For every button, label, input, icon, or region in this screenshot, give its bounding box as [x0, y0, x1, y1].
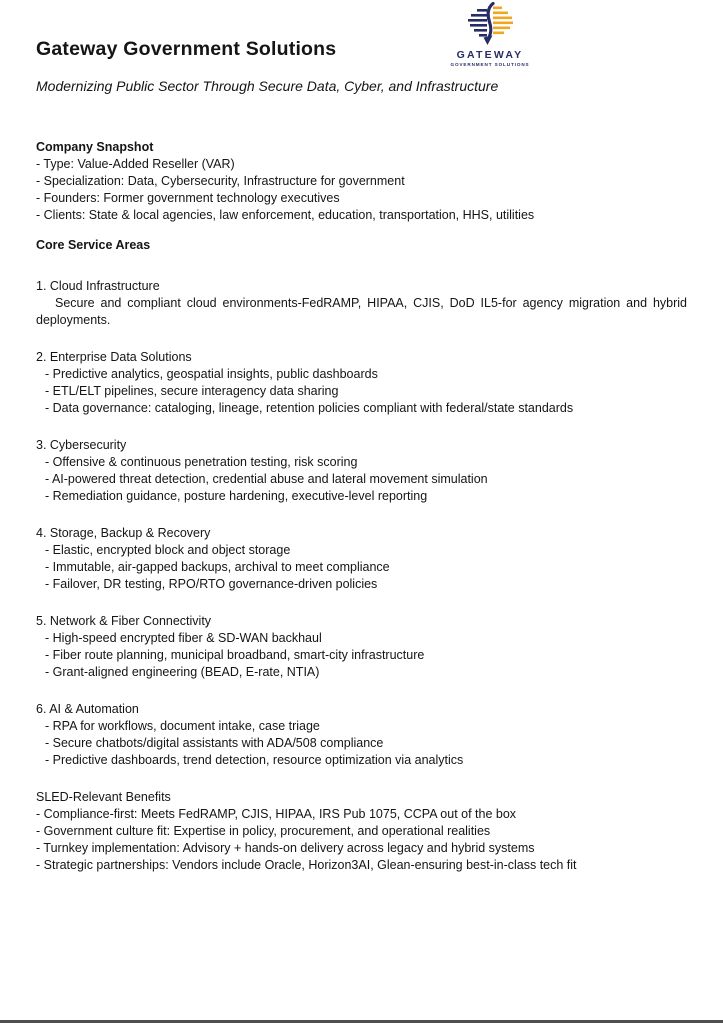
window-bottom-edge: [0, 1020, 723, 1023]
logo-icon: [447, 2, 533, 48]
service-bullet: - RPA for workflows, document intake, case triage: [45, 719, 320, 733]
service-section-title: 4. Storage, Backup & Recovery: [36, 526, 211, 540]
service-bullet: - ETL/ELT pipelines, secure interagency data sharing: [45, 384, 339, 398]
tagline: Modernizing Public Sector Through Secure Data, Cyber, and Infrastructure: [36, 78, 499, 94]
service-bullet: - AI-powered threat detection, credential abuse and lateral movement simulation: [45, 472, 488, 486]
service-bullet: - Failover, DR testing, RPO/RTO governance-driven policies: [45, 577, 378, 591]
service-bullet: - Predictive dashboards, trend detection, resource optimization via analytics: [45, 753, 464, 767]
service-paragraph-line: Secure and compliant cloud environments-FedRAMP, HIPAA, CJIS, DoD IL5-for agency migration and hybrid: [55, 296, 687, 310]
section-heading-benefits: SLED-Relevant Benefits: [36, 790, 171, 804]
benefit-item: - Turnkey implementation: Advisory + hands-on delivery across legacy and hybrid systems: [36, 841, 535, 855]
service-bullet: - Offensive & continuous penetration testing, risk scoring: [45, 455, 358, 469]
section-heading-company-snapshot: Company Snapshot: [36, 140, 154, 154]
service-bullet: - Fiber route planning, municipal broadband, smart-city infrastructure: [45, 648, 425, 662]
snapshot-item: - Clients: State & local agencies, law enforcement, education, transportation, HHS, utilities: [36, 208, 535, 222]
service-bullet: - High-speed encrypted fiber & SD-WAN backhaul: [45, 631, 322, 645]
service-section: [36, 701, 687, 769]
benefit-item: - Compliance-first: Meets FedRAMP, CJIS, HIPAA, IRS Pub 1075, CCPA out of the box: [36, 807, 517, 821]
service-bullet: - Remediation guidance, posture hardening, executive-level reporting: [45, 489, 428, 503]
service-section: [36, 613, 687, 681]
snapshot-item: - Founders: Former government technology executives: [36, 191, 340, 205]
service-section-title: 2. Enterprise Data Solutions: [36, 350, 192, 364]
service-section-title: 3. Cybersecurity: [36, 438, 127, 452]
logo-wordmark: GATEWAY: [456, 49, 524, 61]
service-bullet: - Grant-aligned engineering (BEAD, E-rate, NTIA): [45, 665, 320, 679]
service-bullet: - Immutable, air-gapped backups, archival to meet compliance: [45, 560, 390, 574]
service-section-title: 1. Cloud Infrastructure: [36, 279, 160, 293]
snapshot-item: - Type: Value-Added Reseller (VAR): [36, 157, 235, 171]
benefit-item: - Strategic partnerships: Vendors include Oracle, Horizon3AI, Glean-ensuring best-in-class tech fit: [36, 858, 577, 872]
section-heading-core-services: Core Service Areas: [36, 238, 151, 252]
service-section: [36, 437, 687, 505]
service-bullet: - Secure chatbots/digital assistants with ADA/508 compliance: [45, 736, 384, 750]
logo-subtext: GOVERNMENT SOLUTIONS: [450, 61, 530, 67]
service-section-title: 5. Network & Fiber Connectivity: [36, 614, 212, 628]
service-bullet: - Elastic, encrypted block and object storage: [45, 543, 291, 557]
page-title: Gateway Government Solutions: [36, 38, 337, 60]
service-section-title: 6. AI & Automation: [36, 702, 139, 716]
service-paragraph: [36, 295, 687, 329]
benefit-item: - Government culture fit: Expertise in policy, procurement, and operational realities: [36, 824, 491, 838]
service-section: [36, 525, 687, 593]
snapshot-item: - Specialization: Data, Cybersecurity, Infrastructure for government: [36, 174, 405, 188]
service-section: [36, 278, 687, 329]
service-section: [36, 349, 687, 417]
company-logo: [447, 2, 533, 67]
service-bullet: - Data governance: cataloging, lineage, retention policies compliant with federal/state standards: [45, 401, 574, 415]
service-paragraph-line: deployments.: [36, 313, 111, 327]
service-bullet: - Predictive analytics, geospatial insights, public dashboards: [45, 367, 378, 381]
